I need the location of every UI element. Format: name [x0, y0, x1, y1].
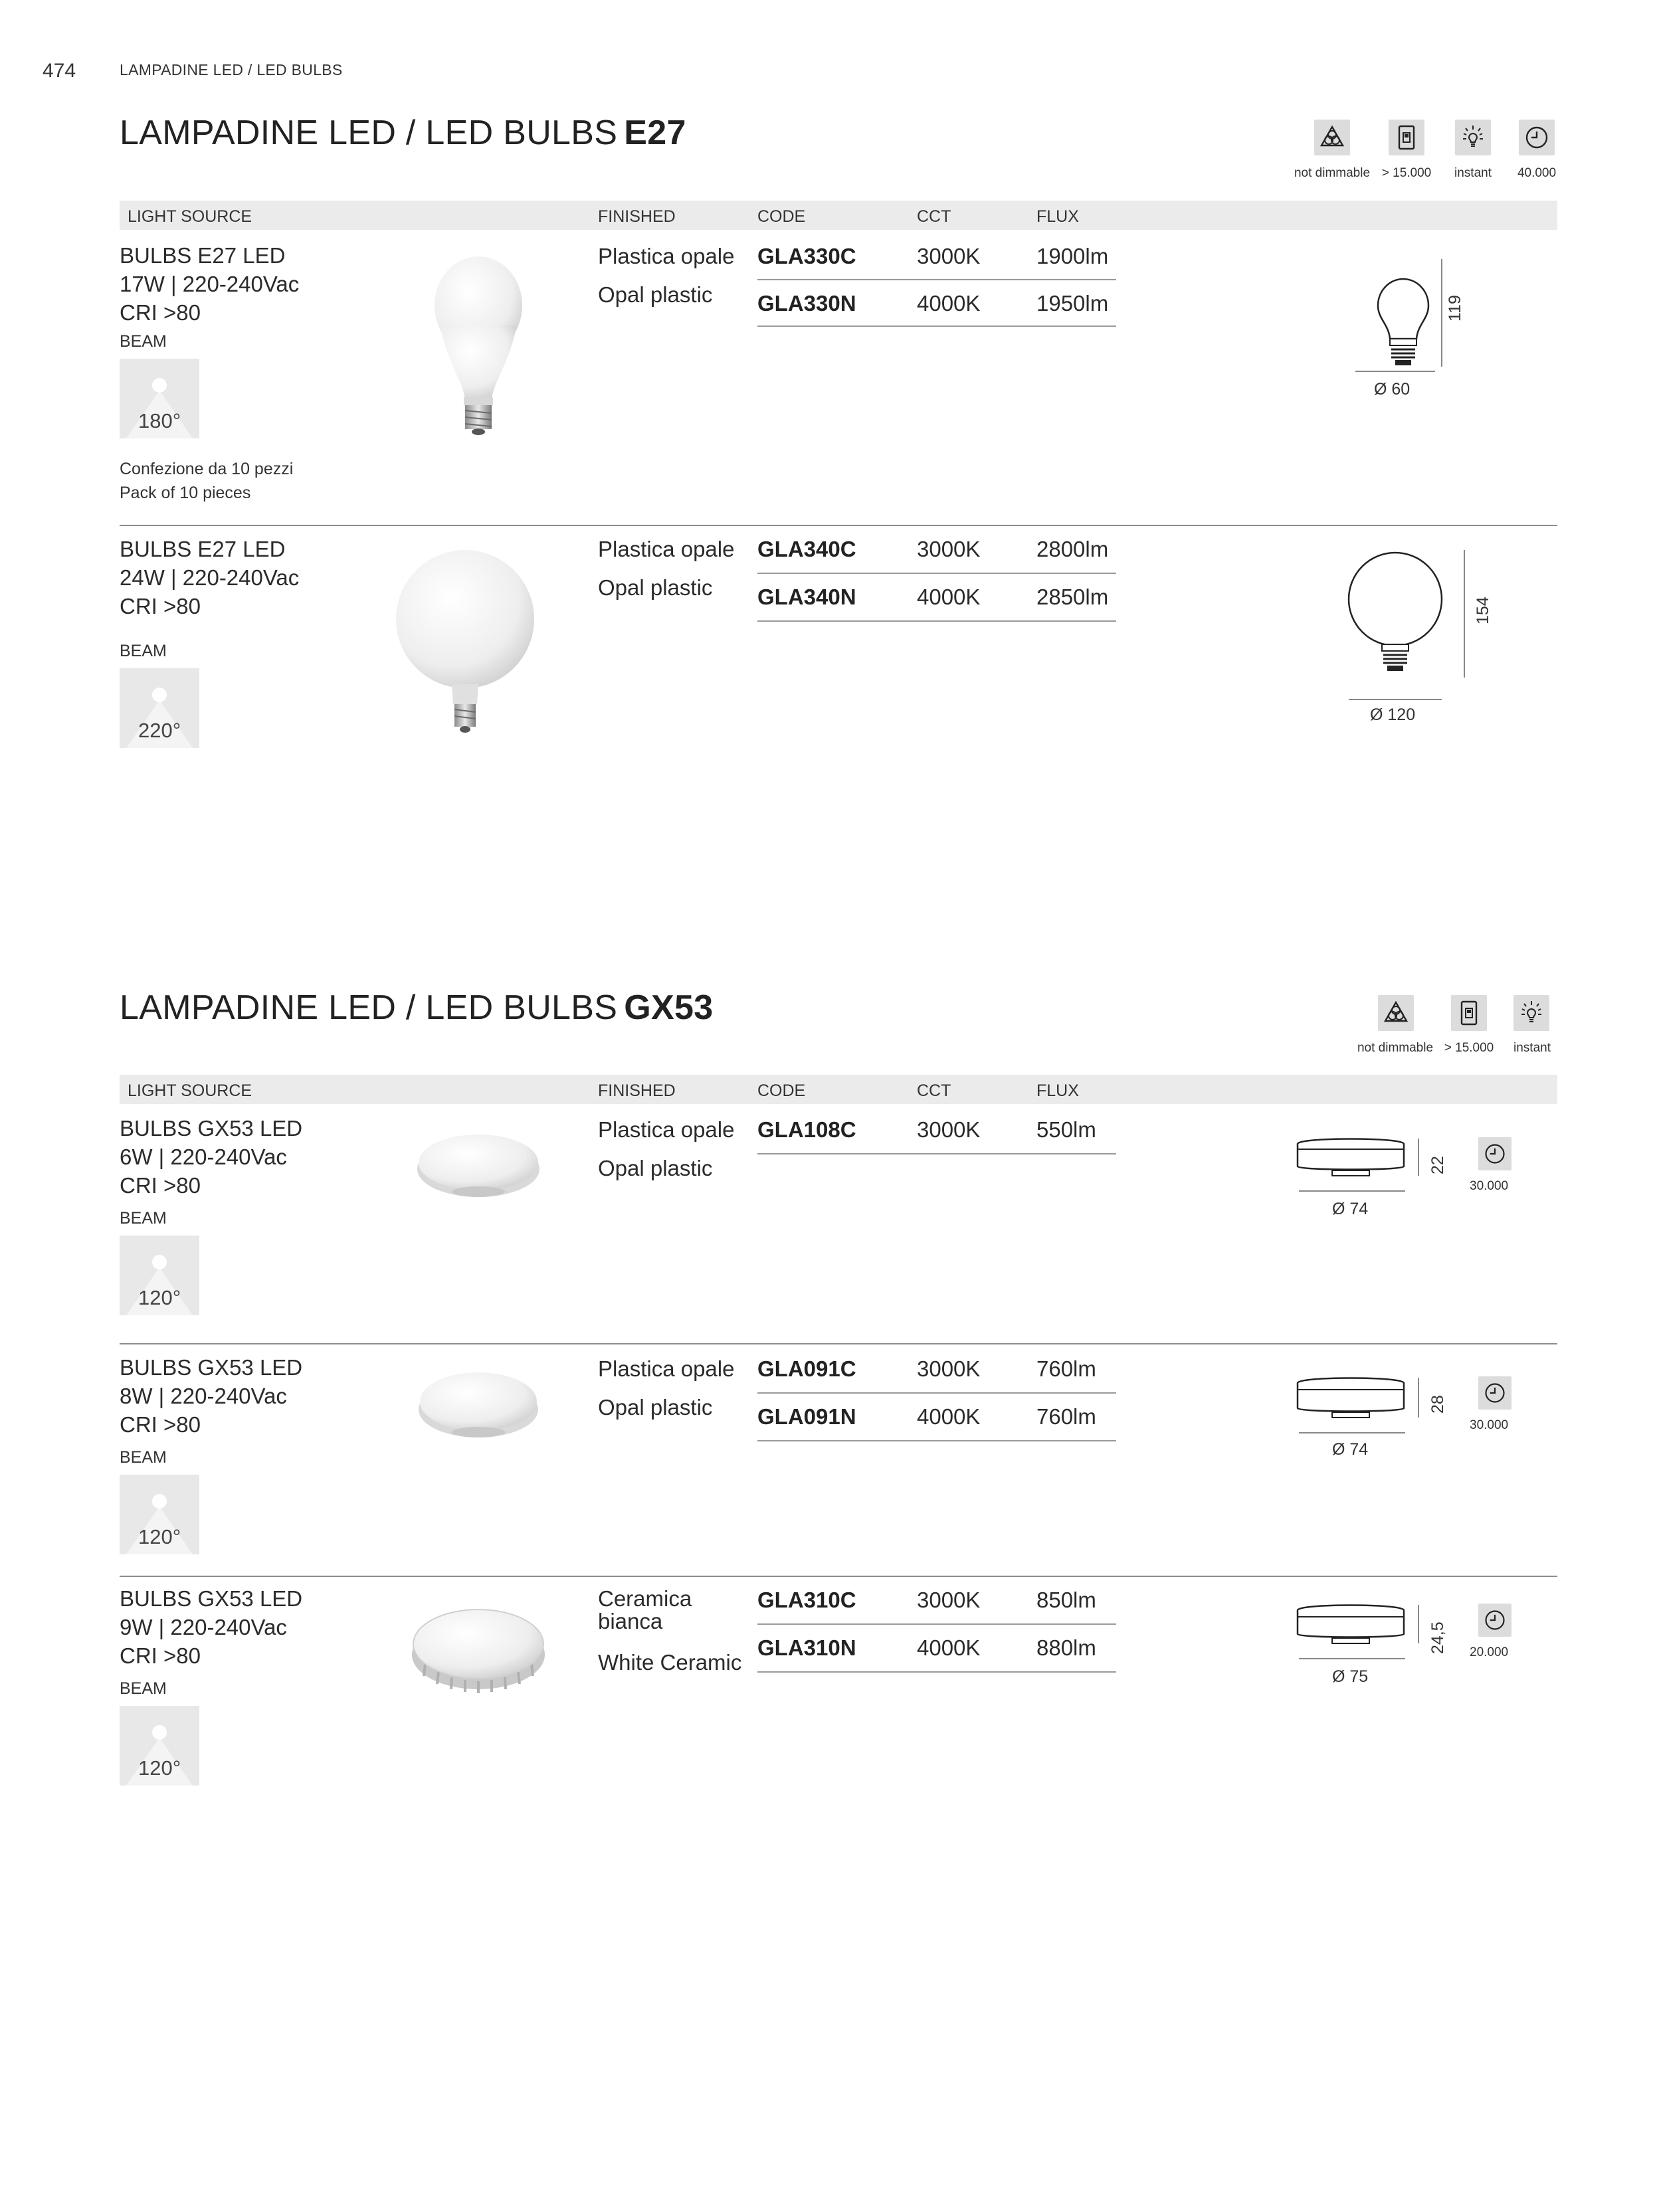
page-number: 474: [43, 60, 76, 82]
feature-label: not dimmable: [1294, 166, 1371, 180]
bulb-a60-photo: [425, 252, 532, 438]
feature-label: instant: [1454, 166, 1492, 180]
col-light-source: LIGHT SOURCE: [128, 207, 252, 226]
dim-height: 22: [1428, 1156, 1447, 1174]
finish-en: Opal plastic: [598, 1395, 713, 1420]
row-divider: [757, 1153, 1116, 1154]
dimension-line: [1299, 1658, 1405, 1659]
row-divider: [757, 1623, 1116, 1625]
table-header: [120, 1075, 1557, 1104]
dim-height: 154: [1474, 597, 1492, 624]
section-title-e27: LAMPADINE LED / LED BULBS E27: [120, 114, 686, 152]
col-flux: FLUX: [1036, 1081, 1079, 1100]
beam-diagram: [120, 1706, 199, 1786]
beam-angle: 220°: [138, 719, 181, 742]
finish-en: Opal plastic: [598, 1156, 713, 1180]
beam-label: BEAM: [120, 332, 167, 351]
lifetime-hours: 20.000: [1470, 1645, 1509, 1659]
product-name: BULBS E27 LED 17W | 220-240Vac CRI >80: [120, 243, 300, 325]
beam-label: BEAM: [120, 1209, 167, 1228]
beam-angle: 120°: [138, 1525, 181, 1548]
dimension-line: [1355, 371, 1435, 372]
dimension-line: [1349, 699, 1442, 700]
beam-label: BEAM: [120, 642, 167, 660]
product-code: GLA330N: [757, 291, 856, 316]
product-separator: [120, 1343, 1557, 1344]
lifetime-hours: 30.000: [1470, 1418, 1509, 1432]
flux-value: 1900lm: [1036, 244, 1109, 268]
flux-value: 550lm: [1036, 1117, 1096, 1142]
flux-value: 880lm: [1036, 1635, 1096, 1660]
product-name: BULBS GX53 LED 6W | 220-240Vac CRI >80: [120, 1116, 303, 1198]
beam-angle: 180°: [138, 409, 181, 432]
product-code: GLA340C: [757, 537, 856, 561]
product-code: GLA330C: [757, 244, 856, 268]
flux-value: 760lm: [1036, 1404, 1096, 1429]
lifetime-hours: 30.000: [1470, 1179, 1509, 1193]
beam-diagram: [120, 1236, 199, 1315]
finish-en: White Ceramic: [598, 1650, 742, 1675]
col-flux: FLUX: [1036, 207, 1079, 226]
product-separator: [120, 1576, 1557, 1577]
finish-en: Opal plastic: [598, 575, 713, 600]
switch-cycles-icon: [1389, 120, 1424, 155]
cct-value: 4000K: [917, 1635, 981, 1660]
not-dimmable-icon: [1314, 120, 1350, 155]
instant-light-icon: [1455, 120, 1491, 155]
running-header: LAMPADINE LED / LED BULBS: [120, 61, 343, 78]
cct-value: 4000K: [917, 291, 981, 316]
lifetime-clock-icon: [1519, 120, 1555, 155]
finish-en: Opal plastic: [598, 282, 713, 307]
col-finished: FINISHED: [598, 1081, 676, 1100]
gx53-ceramic-photo: [405, 1598, 551, 1697]
lifetime-clock-icon: [1478, 1604, 1512, 1637]
bulb-g120-drawing: [1342, 545, 1475, 704]
beam-label: BEAM: [120, 1679, 167, 1698]
col-finished: FINISHED: [598, 207, 676, 226]
product-name: BULBS GX53 LED 9W | 220-240Vac CRI >80: [120, 1586, 303, 1668]
pack-note: Pack of 10 pieces: [120, 484, 251, 502]
product-code: GLA091N: [757, 1404, 856, 1429]
finish-it: Plastica opale: [598, 537, 735, 561]
product-code: GLA091C: [757, 1356, 856, 1381]
cct-value: 3000K: [917, 1356, 981, 1381]
flux-value: 850lm: [1036, 1588, 1096, 1612]
col-cct: CCT: [917, 207, 951, 226]
feature-label: instant: [1513, 1041, 1551, 1055]
gx53-opal-photo: [412, 1362, 545, 1441]
section-title-bold: GX53: [624, 988, 714, 1027]
dim-diameter: Ø 74: [1332, 1200, 1369, 1218]
switch-cycles-icon: [1451, 995, 1487, 1031]
lifetime-clock-icon: [1478, 1376, 1512, 1410]
dim-diameter: Ø 60: [1374, 380, 1411, 399]
cct-value: 4000K: [917, 1404, 981, 1429]
dim-diameter: Ø 75: [1332, 1667, 1369, 1686]
beam-diagram: [120, 668, 199, 748]
cct-value: 3000K: [917, 1117, 981, 1142]
cct-value: 3000K: [917, 537, 981, 561]
feature-label: 40.000: [1517, 166, 1557, 180]
beam-angle: 120°: [138, 1286, 181, 1309]
gx53-drawing: [1292, 1375, 1425, 1441]
finish-it: Ceramica bianca: [598, 1586, 692, 1633]
product-code: GLA108C: [757, 1117, 856, 1142]
feature-label: > 15.000: [1381, 166, 1432, 180]
gx53-opal-photo: [412, 1123, 545, 1202]
finish-it: Plastica opale: [598, 244, 735, 268]
beam-label: BEAM: [120, 1448, 167, 1467]
gx53-drawing: [1292, 1136, 1425, 1202]
row-divider: [757, 279, 1116, 280]
row-divider: [757, 325, 1116, 327]
cct-value: 3000K: [917, 244, 981, 268]
row-divider: [757, 573, 1116, 574]
col-cct: CCT: [917, 1081, 951, 1100]
flux-value: 2800lm: [1036, 537, 1109, 561]
not-dimmable-icon: [1378, 995, 1414, 1031]
product-code: GLA340N: [757, 585, 856, 609]
cct-value: 4000K: [917, 585, 981, 609]
col-code: CODE: [757, 207, 806, 226]
row-divider: [757, 1392, 1116, 1394]
row-divider: [757, 1440, 1116, 1441]
product-name: BULBS E27 LED 24W | 220-240Vac CRI >80: [120, 537, 300, 618]
product-separator: [120, 525, 1557, 526]
col-light-source: LIGHT SOURCE: [128, 1081, 252, 1100]
instant-light-icon: [1513, 995, 1549, 1031]
row-divider: [757, 1671, 1116, 1673]
product-code: GLA310N: [757, 1635, 856, 1660]
dim-height: 28: [1428, 1395, 1447, 1414]
dim-height: 24,5: [1428, 1621, 1447, 1654]
section-title-bold: E27: [624, 114, 686, 152]
feature-label: > 15.000: [1444, 1041, 1494, 1055]
col-code: CODE: [757, 1081, 806, 1100]
lifetime-clock-icon: [1478, 1137, 1512, 1170]
bulb-g120-photo: [392, 545, 538, 744]
dimension-line: [1299, 1190, 1405, 1192]
section-title-gx53: LAMPADINE LED / LED BULBS GX53: [120, 988, 714, 1027]
finish-it: Plastica opale: [598, 1356, 735, 1381]
beam-diagram: [120, 1475, 199, 1554]
row-divider: [757, 620, 1116, 622]
dim-diameter: Ø 74: [1332, 1440, 1369, 1459]
dim-height: 119: [1446, 295, 1464, 322]
beam-angle: 120°: [138, 1756, 181, 1780]
finish-it: Plastica opale: [598, 1117, 735, 1142]
table-header: [120, 201, 1557, 230]
product-name: BULBS GX53 LED 8W | 220-240Vac CRI >80: [120, 1355, 303, 1437]
dimension-line: [1299, 1432, 1405, 1433]
pack-note: Confezione da 10 pezzi: [120, 460, 294, 478]
flux-value: 760lm: [1036, 1356, 1096, 1381]
feature-label: not dimmable: [1357, 1041, 1434, 1055]
flux-value: 1950lm: [1036, 291, 1109, 316]
product-code: GLA310C: [757, 1588, 856, 1612]
cct-value: 3000K: [917, 1588, 981, 1612]
beam-diagram: [120, 359, 199, 438]
flux-value: 2850lm: [1036, 585, 1109, 609]
dim-diameter: Ø 120: [1370, 705, 1416, 724]
